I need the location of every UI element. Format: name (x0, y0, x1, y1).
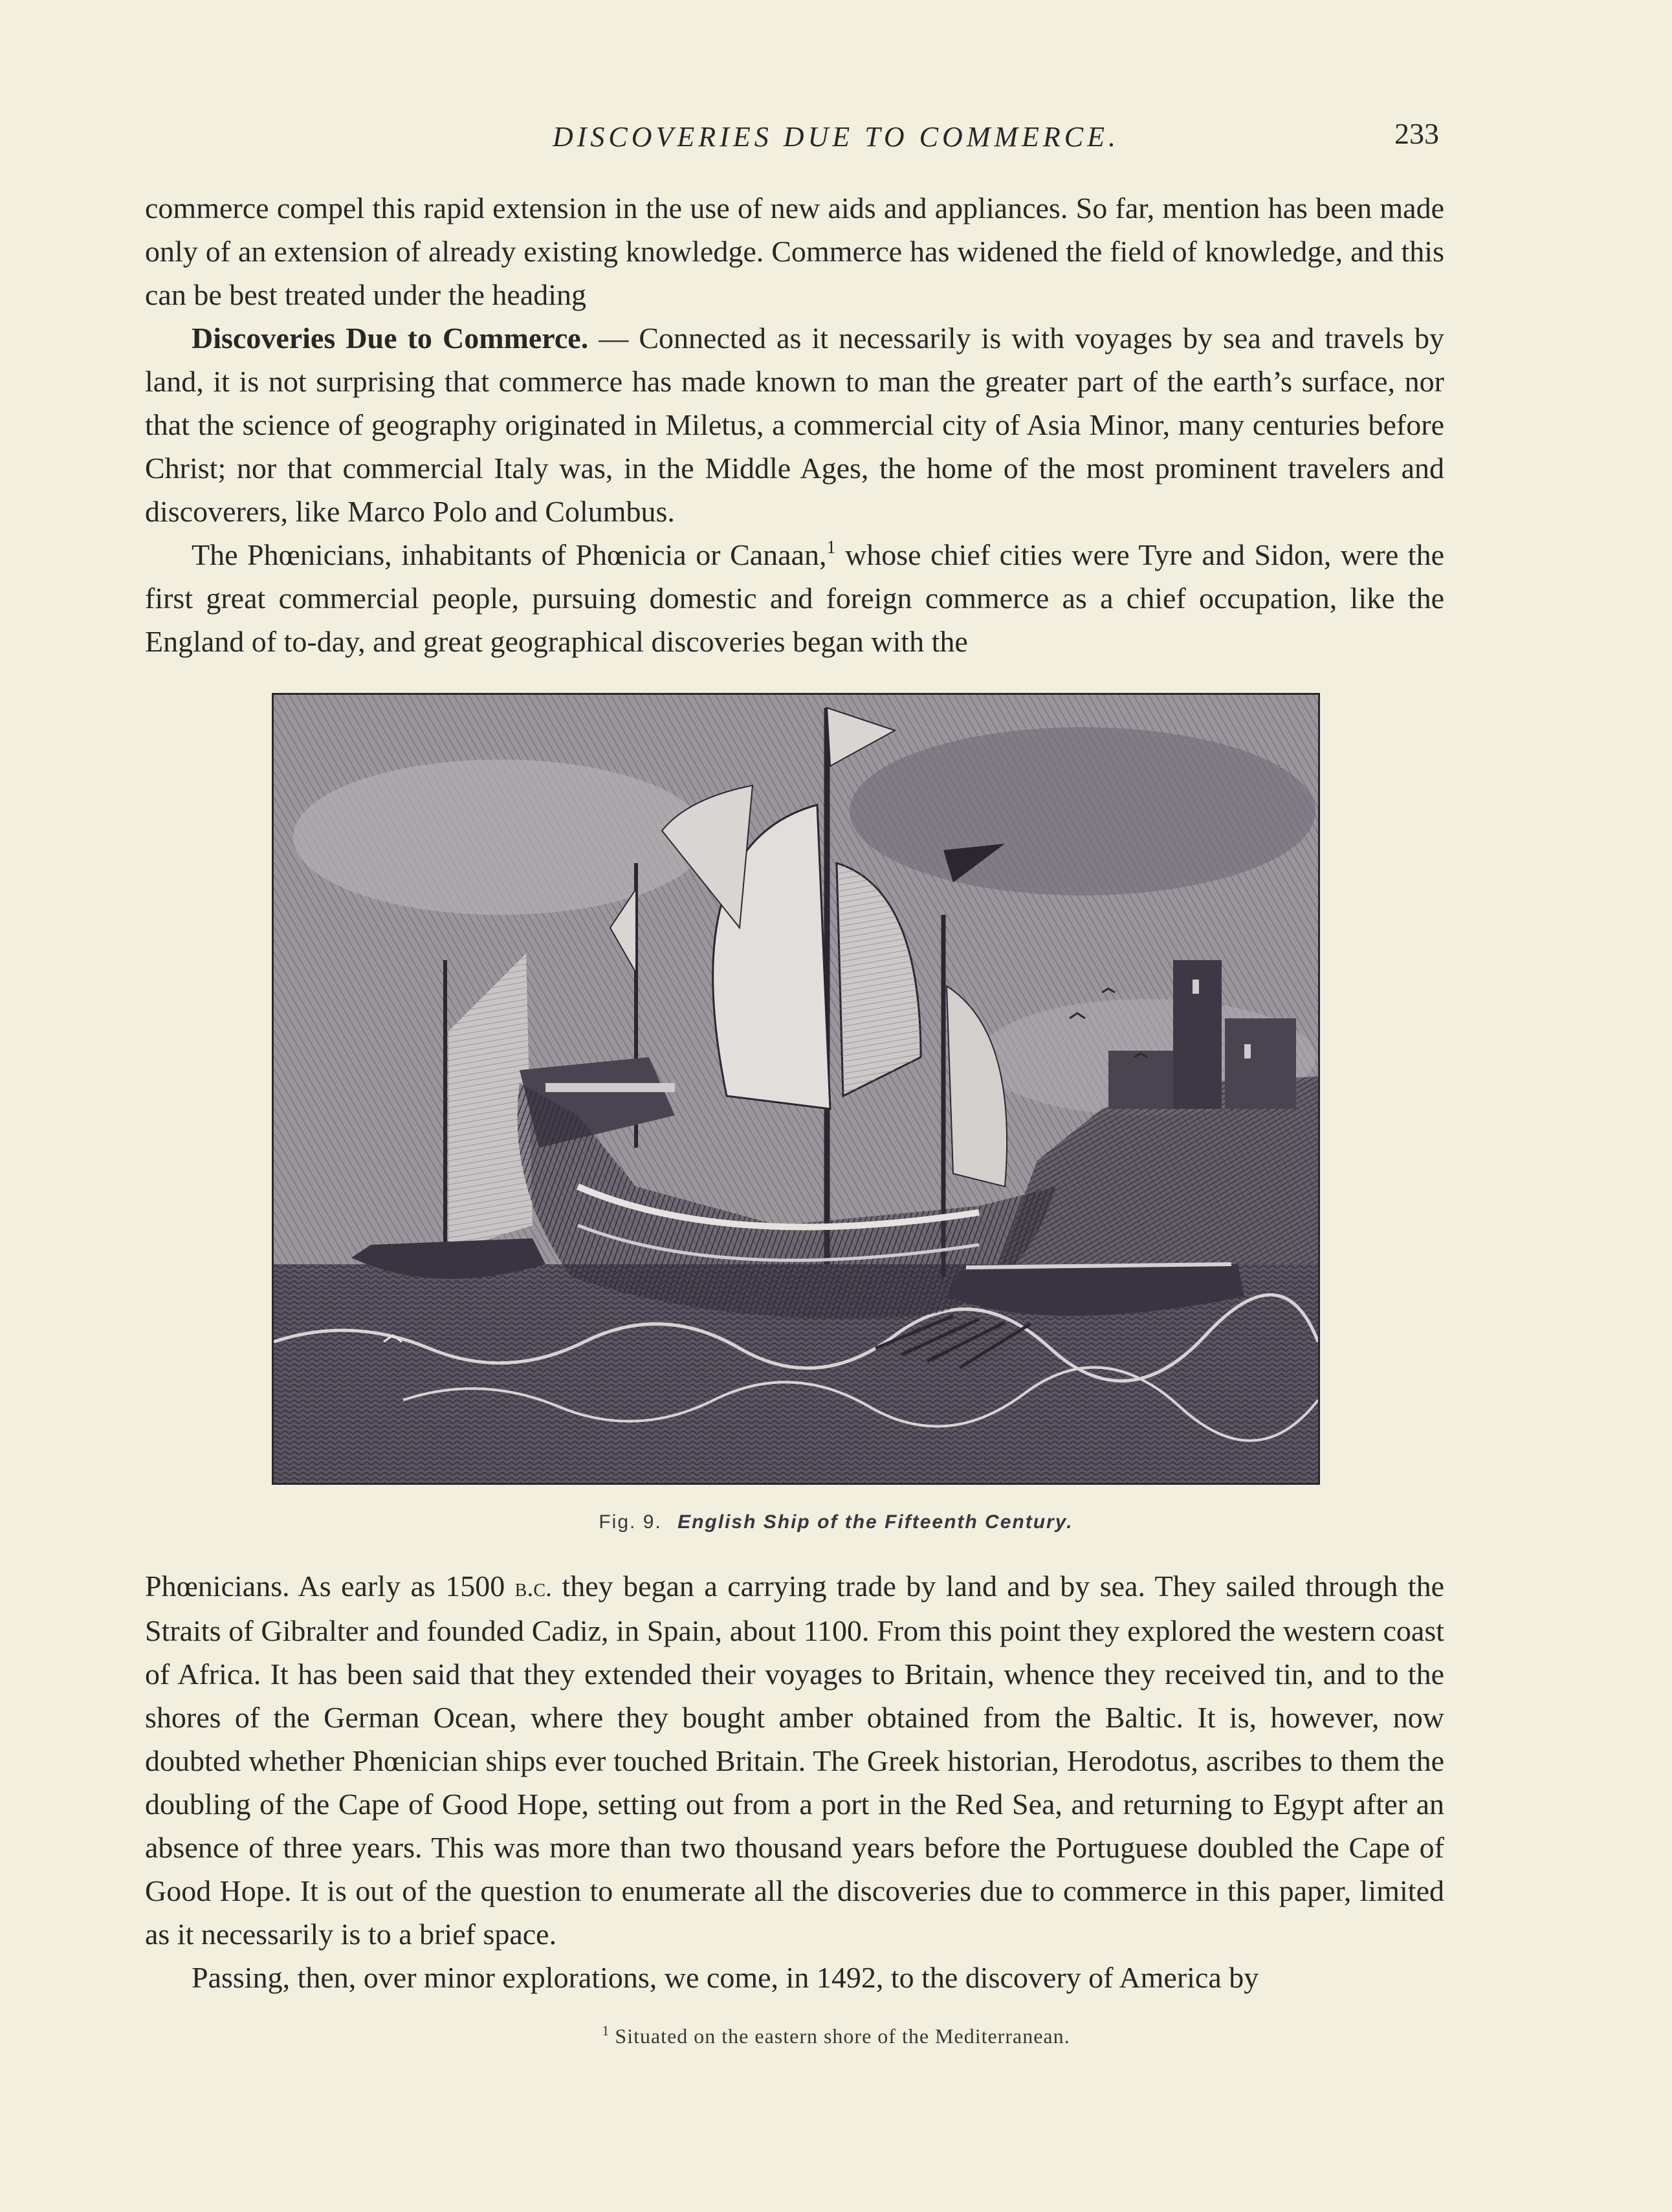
paragraph (145, 533, 1444, 663)
paragraph-text: — Connected as it necessarily is with voyages by sea and travels by land, it is not surprising that commerce has made known to man the greater part of the earth’s surface, nor that the science of geography originated in Miletus, a commercial city of Asia Minor, many centuries before Christ; nor that commercial Italy was, in the Middle Ages, the home of the most prominent travelers and discoverers, like Marco Polo and Columbus. (145, 322, 1445, 528)
paragraph-text: Passing, then, over minor explorations, we come, in 1492, to the discovery of America by (192, 1961, 1259, 1994)
paragraph-text: The Phœnicians, inhabitants of Phœnicia or Canaan, (192, 538, 827, 571)
paragraph (145, 186, 1444, 316)
footnote-mark: 1 (602, 2022, 610, 2039)
paragraph-text: commerce compel this rapid extension in the use of new aids and appliances. So far, mention has been made only of an extension of already existing knowledge. Commerce has widened the field of knowledge, and this can be best treated under the heading (145, 192, 1444, 311)
running-head (0, 116, 1672, 155)
footnote-text: Situated on the eastern shore of the Mediterranean. (615, 2024, 1070, 2048)
running-title: DISCOVERIES DUE TO COMMERCE. (553, 121, 1119, 153)
ship-engraving (272, 693, 1320, 1485)
paragraph (145, 1956, 1444, 1999)
era-abbreviation: b.c. (514, 1573, 553, 1602)
figure-label: Fig. 9. (599, 1511, 662, 1533)
paragraph-text: whose chief cities were Tyre and Sidon, were the first great commercial people, pursuing domestic and foreign commerce as a chief occupation, like the England of to-day, and great geographical discoveries began with the (145, 538, 1444, 658)
footnote (0, 2022, 1672, 2048)
paragraph (145, 1564, 1444, 1956)
paragraph (145, 316, 1444, 533)
figure-title: English Ship of the Fifteenth Century. (677, 1511, 1073, 1533)
body-text-top (145, 186, 1444, 663)
footnote-reference[interactable]: 1 (826, 538, 836, 558)
paragraph-text: Phœnicians. As early as 1500 (145, 1570, 515, 1603)
figure-caption (0, 1511, 1672, 1533)
section-heading: Discoveries Due to Commerce. (192, 322, 589, 355)
paragraph-text: they began a carrying trade by land and by sea. They sailed through the Straits of Gibralter and founded Cadiz, in Spain, about 1100. From this point they explored the western coast of Africa. It has been said that they extended their voyages to Britain, whence they received tin, and to the shores of the German Ocean, where they bought amber obtained from the Baltic. It is, however, now doubted whether Phœnician ships ever touched Britain. The Greek historian, Herodotus, ascribes to them the doubling of the Cape of Good Hope, setting out from a port in the Red Sea, and returning to Egypt after an absence of three years. This was more than two thousand years before the Portuguese doubled the Cape of Good Hope. It is out of the question to enumerate all the discoveries due to commerce in this paper, limited as it necessarily is to a brief space. (145, 1570, 1444, 1951)
page-number: 233 (1394, 117, 1439, 150)
body-text-bottom (145, 1564, 1444, 1999)
